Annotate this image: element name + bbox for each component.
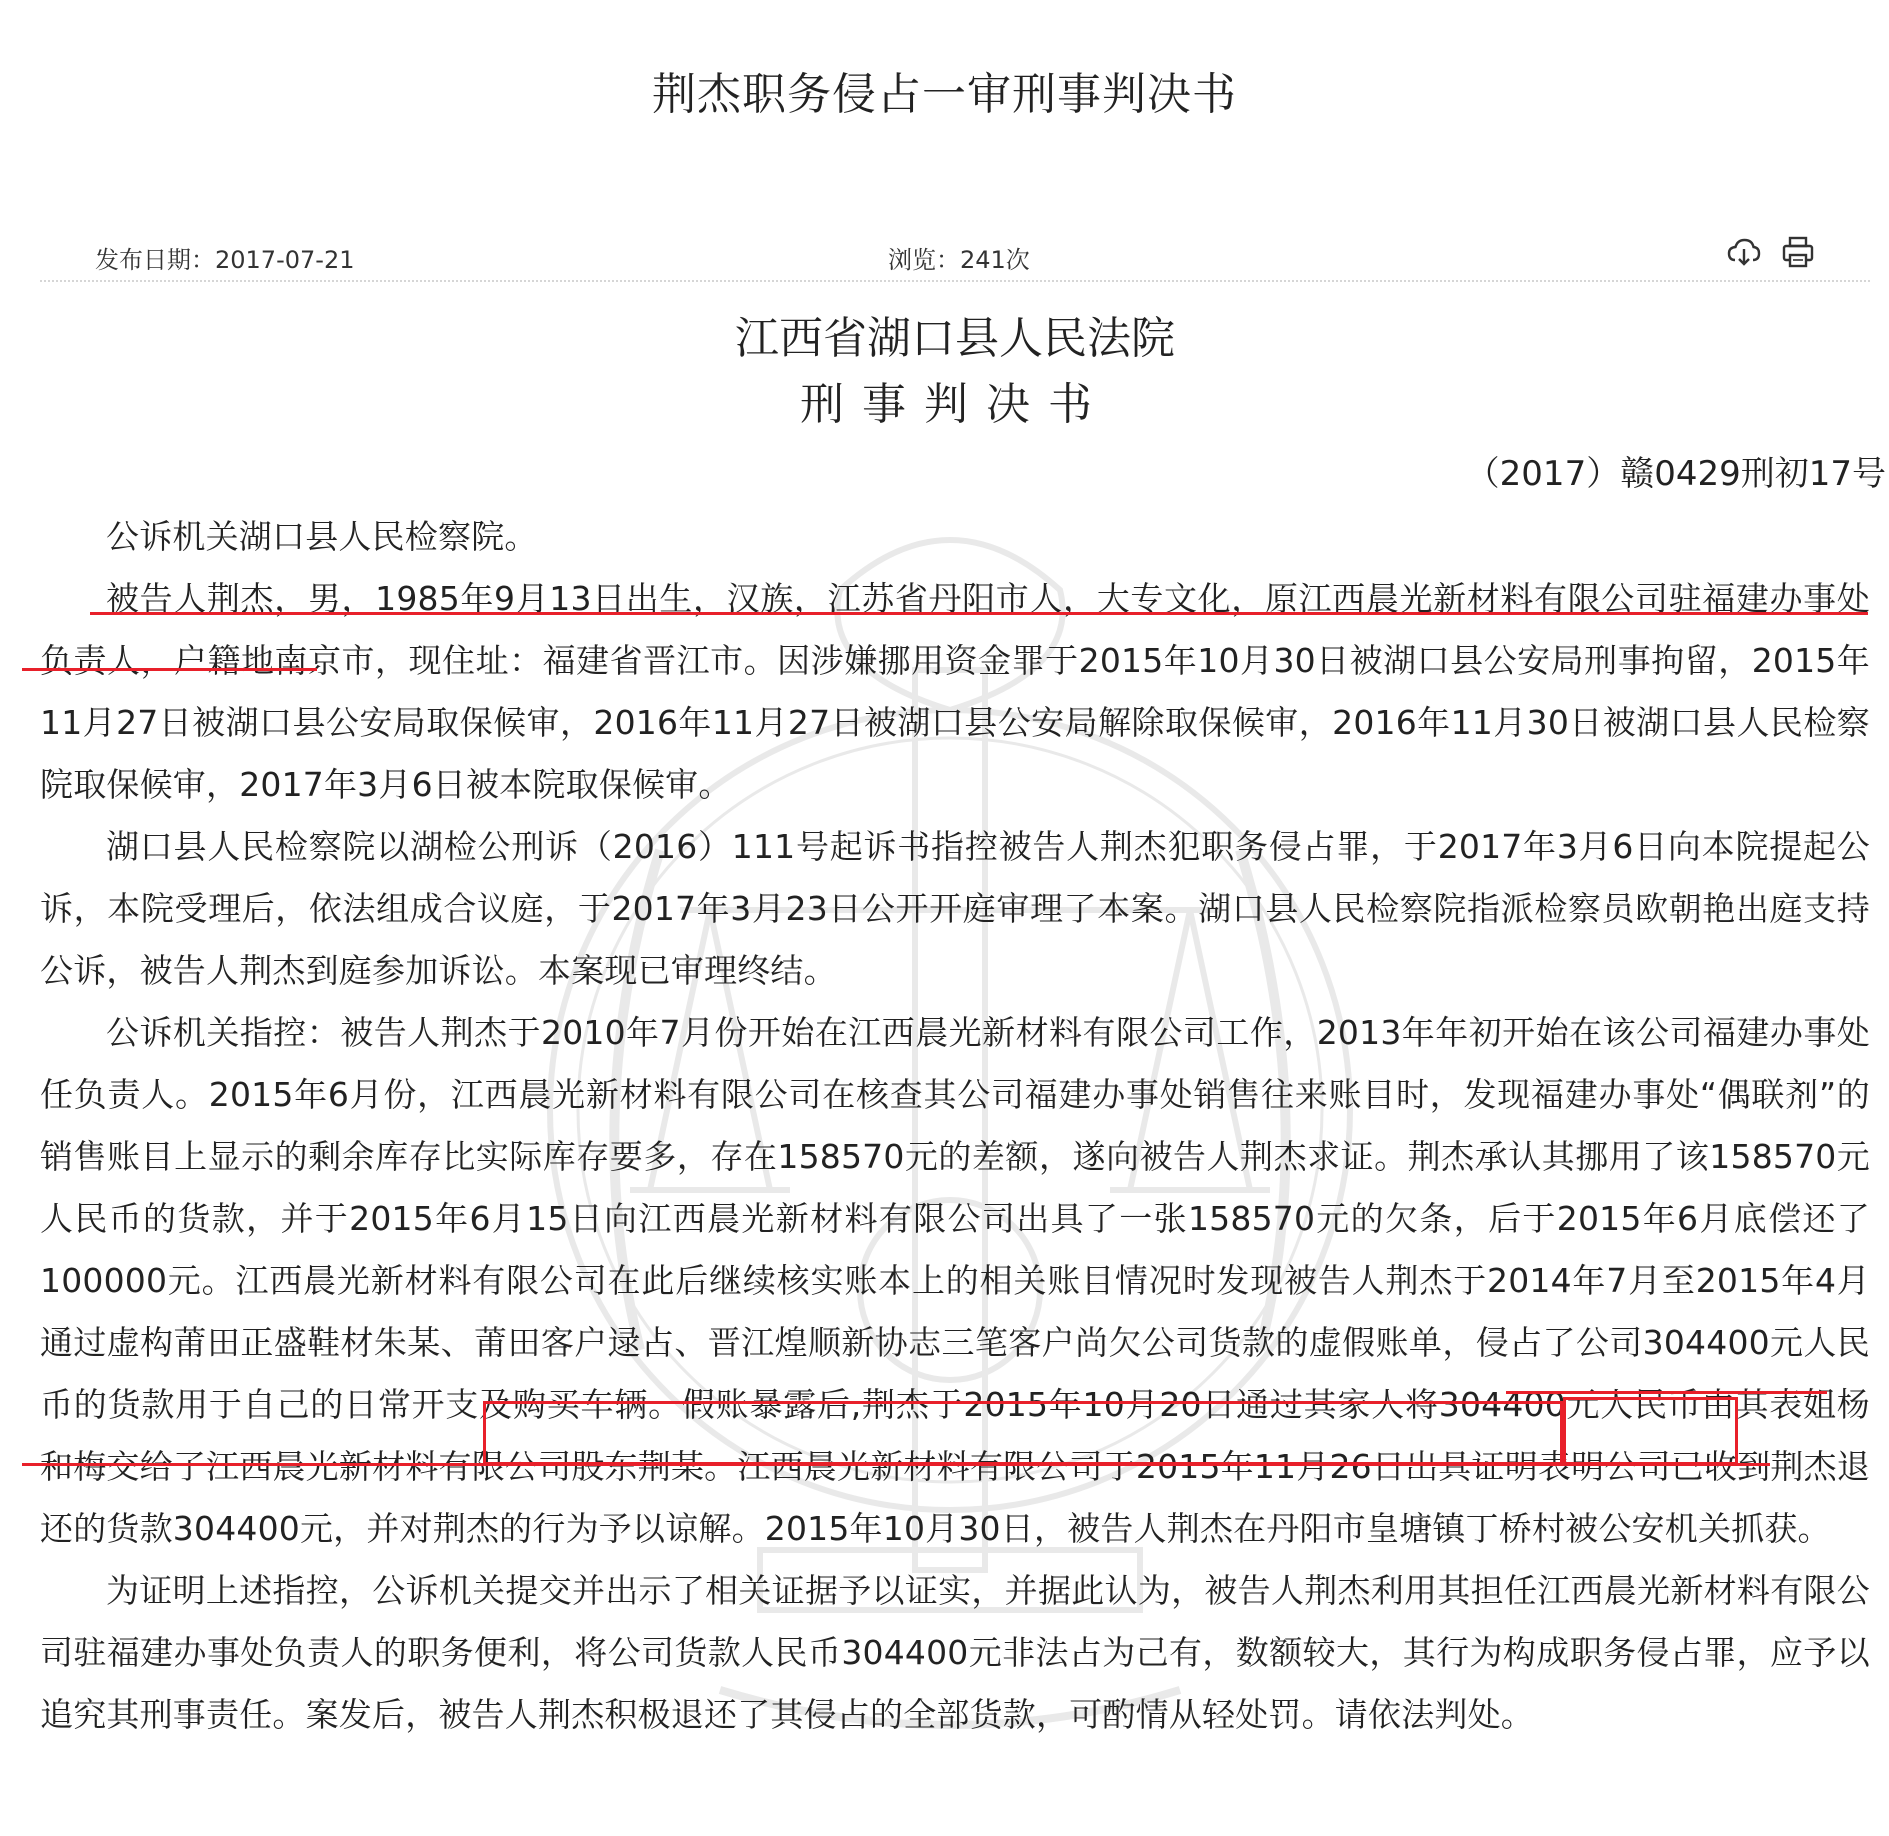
print-icon[interactable] <box>1780 234 1816 270</box>
paragraph-procedure: 湖口县人民检察院以湖检公刑诉（2016）111号起诉书指控被告人荆杰犯职务侵占罪，于2017年3月6日向本院提起公诉，本院受理后，依法组成合议庭，于2017年3月23日公开开庭审理了本案。湖口县人民检察院指派检察员欧朝艳出庭支持公诉，被告人荆杰到庭参加诉讼。本案现已审理终结。 <box>40 827 1870 990</box>
judgment-document <box>40 300 1886 1746</box>
court-name: 江西省湖口县人民法院 <box>735 313 1175 364</box>
case-number: （2017）赣0429刑初17号 <box>1465 454 1886 494</box>
paragraph-charges: 公诉机关指控：被告人荆杰于2010年7月份开始在江西晨光新材料有限公司工作，2013年年初开始在该公司福建办事处任负责人。2015年6月份，江西晨光新材料有限公司在核查其公司福建办事处销售往来账目时，发现福建办事处“偶联剂”的销售账目上显示的剩余库存比实际库存要多，存在158570元的差额，遂向被告人荆杰求证。荆杰承认其挪用了该158570元人民币的货款，并于2015年6月15日向江西晨光新材料有限公司出具了一张158570元的欠条，后于2015年6月底偿还了100000元。江西晨光新材料有限公司在此后继续核实账本上的相关账目情况时发现被告人荆杰于2014年7月至2015年4月通过虚构莆田正盛鞋材朱某、莆田客户逯占、晋江煌顺新协志三笔客户尚欠公司货款的虚假账单，侵占了公司304400元人民币的货款用于自己的日常开支及购买车辆。假账暴露后,荆杰于2015年10月20日通过其家人将304400元人民币由其表姐杨和梅交给了江西晨光新材料有限公司股东荆某。江西晨光新材料有限公司于2015年11月26日出具证明表明公司已收到荆杰退还的货款304400元，并对荆杰的行为予以谅解。2015年10月30日，被告人荆杰在丹阳市皇塘镇丁桥村被公安机关抓获。 <box>40 1013 1870 1548</box>
download-icon[interactable] <box>1726 234 1762 270</box>
publish-date <box>95 240 354 275</box>
publish-date-label: 发布日期： <box>95 246 215 274</box>
toolbar <box>1726 234 1816 270</box>
publish-date-value: 2017-07-21 <box>215 246 355 274</box>
divider <box>40 280 1870 282</box>
page-title: 荆杰职务侵占一审刑事判决书 <box>652 69 1237 120</box>
view-count <box>888 240 1030 275</box>
view-count-label: 浏览： <box>888 246 960 274</box>
paragraph-conclusion: 为证明上述指控，公诉机关提交并出示了相关证据予以证实，并据此认为，被告人荆杰利用其担任江西晨光新材料有限公司驻福建办事处负责人的职务便利，将公司货款人民币304400元非法占为己有，数额较大，其行为构成职务侵占罪，应予以追究其刑事责任。案发后，被告人荆杰积极退还了其侵占的全部货款，可酌情从轻处罚。请依法判处。 <box>40 1571 1870 1734</box>
document-type: 刑事判决书 <box>800 379 1110 430</box>
paragraph-prosecutor: 公诉机关湖口县人民检察院。 <box>106 517 538 556</box>
view-count-value: 241次 <box>960 246 1030 274</box>
paragraph-defendant: 被告人荆杰，男，1985年9月13日出生，汉族，江苏省丹阳市人，大专文化，原江西晨光新材料有限公司驻福建办事处负责人，户籍地南京市，现住址：福建省晋江市。因涉嫌挪用资金罪于2015年10月30日被湖口县公安局刑事拘留，2015年11月27日被湖口县公安局取保候审，2016年11月27日被湖口县公安局解除取保候审，2016年11月30日被湖口县人民检察院取保候审，2017年3月6日被本院取保候审。 <box>40 579 1870 804</box>
